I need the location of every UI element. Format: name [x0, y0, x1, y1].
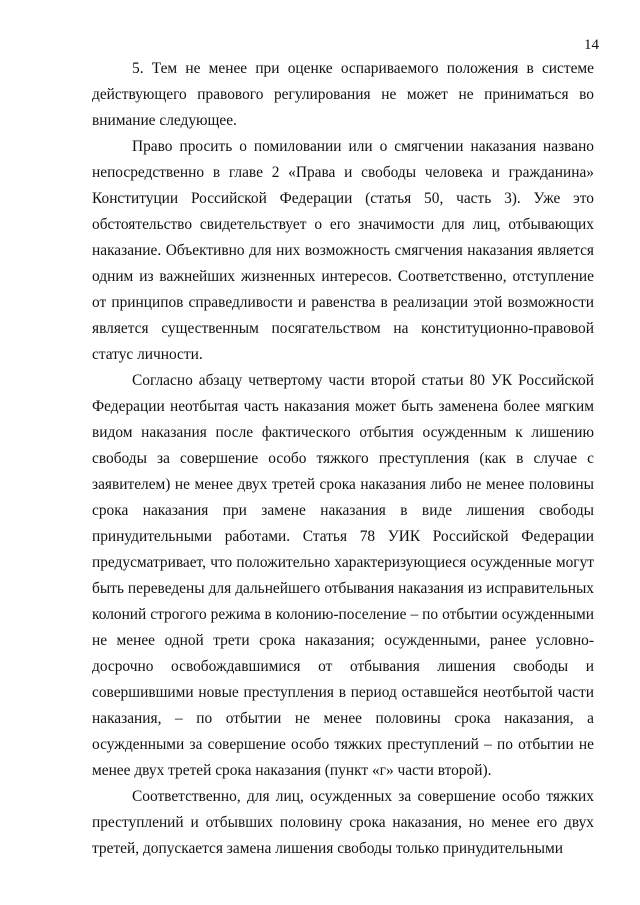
paragraph-article-80: Согласно абзацу четвертому части второй статьи 80 УК Российской Федерации неотбытая часть наказания может быть заменена более мягким видом наказания после фактического отбытия осужденным к лишению свободы за совершение особо тяжкого преступления (как в случае с заявителем) не менее двух третей срока наказания либо не менее половины срока наказания при замене наказания в виде лишения свободы принудительными работами. Статья 78 УИК Российской Федерации предусматривает, что положительно характеризующиеся осужденные могут быть переведены для дальнейшего отбывания наказания из исправительных колоний строгого режима в колонию-поселение – по отбытии осужденными не менее одной трети срока наказания; осужденными, ранее условно-досрочно освобождавшимися от отбывания лишения свободы и совершившими новые преступления в период оставшейся неотбытой части наказания, – по отбытии не менее половины срока наказания, а осужденными за совершение особо тяжких преступлений – по отбытии не менее двух третей срока наказания (пункт «г» части второй). — [92, 372, 594, 779]
paragraph-right-to-pardon: Право просить о помиловании или о смягчении наказания названо непосредственно в главе 2 «Права и свободы человека и гражданина» Конституции Российской Федерации (статья 50, часть 3). Уже это обстоятельство свидетельствует о его значимости для лиц, отбывающих наказание. Объективно для них возможность смягчения наказания является одним из важнейших жизненных интересов. Соответственно, отступление от принципов справедливости и равенства в реализации этой возможности является существенным посягательством на конституционно-правовой статус личности. — [92, 138, 594, 363]
page-number: 14 — [584, 37, 599, 53]
document-body — [92, 56, 594, 862]
paragraph-intro: 5. Тем не менее при оценке оспариваемого положения в системе действующего правового регулирования не может не приниматься во внимание следующее. — [92, 60, 594, 129]
paragraph-conclusion: Соответственно, для лиц, осужденных за совершение особо тяжких преступлений и отбывших половину срока наказания, но менее его двух третей, допускается замена лишения свободы только принудительными — [92, 788, 594, 857]
